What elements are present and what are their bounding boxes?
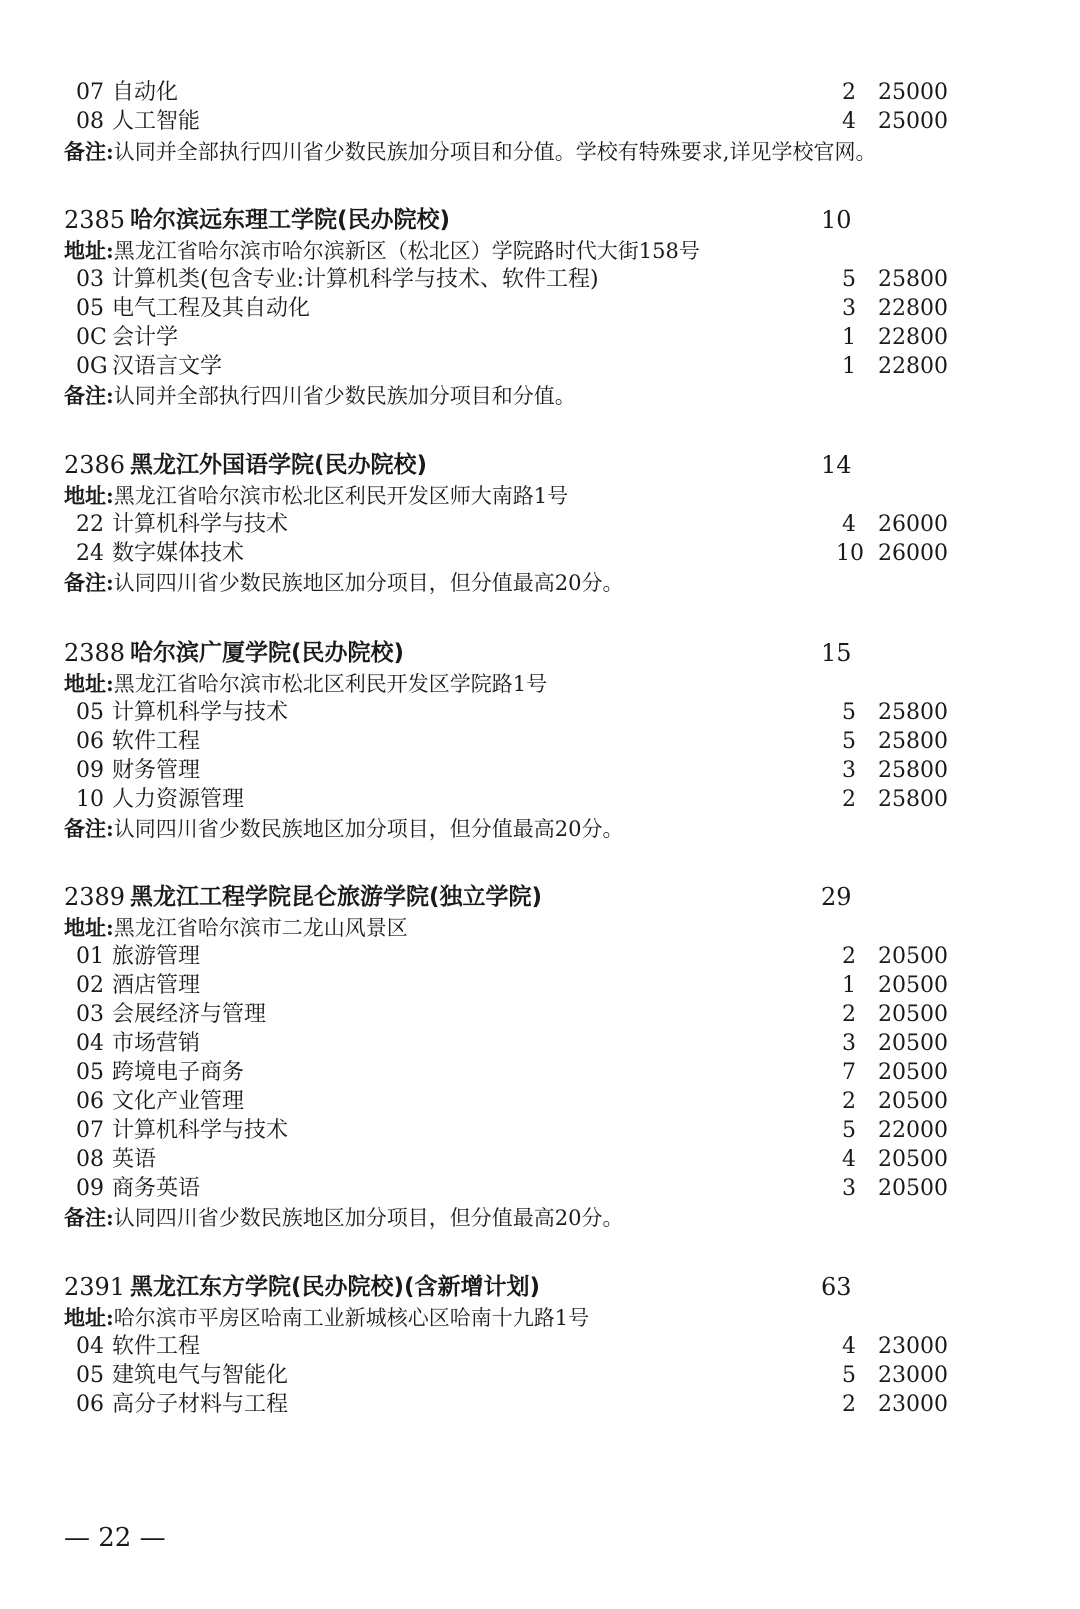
address-label: 地址: <box>64 915 114 940</box>
major-count: 2 <box>842 1002 856 1027</box>
school-total: 10 <box>821 206 852 234</box>
note-text: 认同四川省少数民族地区加分项目，但分值最高20分。 <box>113 571 624 595</box>
major-count: 4 <box>842 1147 856 1172</box>
school-name: 哈尔滨远东理工学院(民办院校) <box>130 207 451 233</box>
major-name: 建筑电气与智能化 <box>112 1363 289 1388</box>
major-code: 24 <box>76 541 104 566</box>
major-count: 5 <box>842 1363 856 1388</box>
address-text: 黑龙江省哈尔滨市松北区利民开发区师大南路1号 <box>113 484 569 508</box>
major-code: 0C <box>76 325 107 350</box>
school-total: 15 <box>821 639 852 667</box>
major-row <box>0 1174 1080 1204</box>
major-count: 2 <box>842 80 856 105</box>
major-name: 人力资源管理 <box>112 787 245 812</box>
major-fee: 23000 <box>878 1392 948 1417</box>
major-name: 数字媒体技术 <box>112 541 245 566</box>
major-name: 人工智能 <box>112 109 201 134</box>
major-row <box>0 1390 1080 1420</box>
major-code: 03 <box>76 267 104 292</box>
major-fee: 22800 <box>878 354 948 379</box>
major-row <box>0 785 1080 815</box>
major-count: 3 <box>842 1031 856 1056</box>
major-row <box>0 1058 1080 1088</box>
major-fee: 22000 <box>878 1118 948 1143</box>
note-label: 备注: <box>64 816 114 841</box>
major-count: 7 <box>842 1060 856 1085</box>
major-fee: 25800 <box>878 729 948 754</box>
major-fee: 22800 <box>878 296 948 321</box>
major-row <box>0 1332 1080 1362</box>
major-count: 1 <box>842 354 856 379</box>
major-fee: 25800 <box>878 758 948 783</box>
major-name: 自动化 <box>112 80 179 105</box>
school-address <box>64 913 408 943</box>
major-row <box>0 942 1080 972</box>
address-label: 地址: <box>64 671 114 696</box>
school-total: 29 <box>821 883 852 911</box>
school-name: 黑龙江工程学院昆仑旅游学院(独立学院) <box>130 884 543 910</box>
major-name: 高分子材料与工程 <box>112 1392 289 1417</box>
major-fee: 26000 <box>878 512 948 537</box>
school-name: 黑龙江东方学院(民办院校)(含新增计划) <box>130 1274 541 1300</box>
major-name: 计算机科学与技术 <box>112 1118 289 1143</box>
major-count: 1 <box>842 973 856 998</box>
major-row <box>0 1000 1080 1030</box>
school-address <box>64 236 700 266</box>
major-name: 财务管理 <box>112 758 201 783</box>
major-code: 05 <box>76 296 104 321</box>
major-fee: 25800 <box>878 700 948 725</box>
school-total: 63 <box>821 1273 852 1301</box>
note-label: 备注: <box>64 1205 114 1230</box>
address-label: 地址: <box>64 1305 114 1330</box>
major-code: 07 <box>76 80 104 105</box>
major-code: 06 <box>76 1089 104 1114</box>
school-name: 黑龙江外国语学院(民办院校) <box>130 452 428 478</box>
page-number: — 22 — <box>64 1523 166 1553</box>
major-code: 05 <box>76 700 104 725</box>
major-name: 文化产业管理 <box>112 1089 245 1114</box>
major-fee: 20500 <box>878 1031 948 1056</box>
major-fee: 20500 <box>878 1147 948 1172</box>
major-code: 02 <box>76 973 104 998</box>
major-fee: 22800 <box>878 325 948 350</box>
major-row <box>0 1145 1080 1175</box>
address-text: 哈尔滨市平房区哈南工业新城核心区哈南十九路1号 <box>113 1306 590 1330</box>
major-name: 计算机科学与技术 <box>112 700 289 725</box>
major-fee: 25800 <box>878 267 948 292</box>
major-name: 跨境电子商务 <box>112 1060 245 1085</box>
major-count: 2 <box>842 787 856 812</box>
major-name: 计算机科学与技术 <box>112 512 289 537</box>
major-count: 5 <box>842 700 856 725</box>
major-name: 软件工程 <box>112 1334 201 1359</box>
major-row <box>0 698 1080 728</box>
major-fee: 20500 <box>878 1089 948 1114</box>
school-name: 哈尔滨广厦学院(民办院校) <box>130 640 405 666</box>
school-note <box>64 814 624 844</box>
school-header <box>64 636 1064 670</box>
major-code: 0G <box>76 354 108 379</box>
school-header <box>64 448 1064 482</box>
major-name: 酒店管理 <box>112 973 201 998</box>
note-label: 备注: <box>64 139 114 164</box>
major-fee: 23000 <box>878 1363 948 1388</box>
major-code: 22 <box>76 512 104 537</box>
major-code: 05 <box>76 1060 104 1085</box>
major-code: 06 <box>76 1392 104 1417</box>
school-header <box>64 880 1064 914</box>
major-row <box>0 265 1080 295</box>
school-id: 2388 <box>64 639 126 667</box>
major-name: 会展经济与管理 <box>112 1002 267 1027</box>
major-count: 2 <box>842 1392 856 1417</box>
major-name: 旅游管理 <box>112 944 201 969</box>
major-name: 会计学 <box>112 325 179 350</box>
major-count: 5 <box>842 267 856 292</box>
major-name: 英语 <box>112 1147 157 1172</box>
major-count: 3 <box>842 296 856 321</box>
note-text: 认同四川省少数民族地区加分项目，但分值最高20分。 <box>113 1206 624 1230</box>
major-fee: 23000 <box>878 1334 948 1359</box>
major-fee: 25000 <box>878 80 948 105</box>
major-code: 01 <box>76 944 104 969</box>
major-name: 市场营销 <box>112 1031 201 1056</box>
major-row <box>0 107 1080 137</box>
major-name: 软件工程 <box>112 729 201 754</box>
note-label: 备注: <box>64 570 114 595</box>
major-count: 4 <box>842 512 856 537</box>
major-count: 2 <box>842 944 856 969</box>
major-row <box>0 1361 1080 1391</box>
major-fee: 26000 <box>878 541 948 566</box>
address-text: 黑龙江省哈尔滨市二龙山风景区 <box>113 916 408 940</box>
major-code: 04 <box>76 1334 104 1359</box>
school-id: 2385 <box>64 206 126 234</box>
address-text: 黑龙江省哈尔滨市松北区利民开发区学院路1号 <box>113 672 548 696</box>
school-address <box>64 1303 589 1333</box>
major-fee: 25000 <box>878 109 948 134</box>
major-fee: 20500 <box>878 1060 948 1085</box>
note-text: 认同并全部执行四川省少数民族加分项目和分值。学校有特殊要求,详见学校官网。 <box>113 140 877 164</box>
major-code: 08 <box>76 1147 104 1172</box>
school-header <box>64 1270 1064 1304</box>
major-row <box>0 1116 1080 1146</box>
major-row <box>0 1087 1080 1117</box>
major-count: 4 <box>842 109 856 134</box>
school-note <box>64 137 876 167</box>
school-address <box>64 481 568 511</box>
major-name: 计算机类(包含专业:计算机科学与技术、软件工程) <box>112 267 599 292</box>
school-id: 2391 <box>64 1273 126 1301</box>
major-count: 2 <box>842 1089 856 1114</box>
major-row <box>0 539 1080 569</box>
major-row <box>0 727 1080 757</box>
note-text: 认同四川省少数民族地区加分项目，但分值最高20分。 <box>113 817 624 841</box>
major-row <box>0 756 1080 786</box>
major-row <box>0 323 1080 353</box>
major-code: 03 <box>76 1002 104 1027</box>
major-count: 10 <box>836 541 864 566</box>
school-note <box>64 381 576 411</box>
major-code: 08 <box>76 109 104 134</box>
note-label: 备注: <box>64 383 114 408</box>
school-note <box>64 1203 624 1233</box>
address-label: 地址: <box>64 483 114 508</box>
major-row <box>0 510 1080 540</box>
major-fee: 25800 <box>878 787 948 812</box>
school-total: 14 <box>821 451 852 479</box>
major-fee: 20500 <box>878 944 948 969</box>
major-row <box>0 1029 1080 1059</box>
major-fee: 20500 <box>878 973 948 998</box>
major-name: 电气工程及其自动化 <box>112 296 311 321</box>
major-row <box>0 971 1080 1001</box>
major-name: 汉语言文学 <box>112 354 223 379</box>
major-count: 1 <box>842 325 856 350</box>
major-code: 04 <box>76 1031 104 1056</box>
major-code: 05 <box>76 1363 104 1388</box>
major-count: 3 <box>842 1176 856 1201</box>
major-fee: 20500 <box>878 1176 948 1201</box>
address-text: 黑龙江省哈尔滨市哈尔滨新区（松北区）学院路时代大街158号 <box>113 239 700 263</box>
school-address <box>64 669 547 699</box>
major-count: 5 <box>842 729 856 754</box>
school-header <box>64 203 1064 237</box>
address-label: 地址: <box>64 238 114 263</box>
school-id: 2386 <box>64 451 126 479</box>
major-row <box>0 294 1080 324</box>
major-row <box>0 78 1080 108</box>
major-name: 商务英语 <box>112 1176 201 1201</box>
major-code: 07 <box>76 1118 104 1143</box>
major-fee: 20500 <box>878 1002 948 1027</box>
major-code: 09 <box>76 758 104 783</box>
major-count: 3 <box>842 758 856 783</box>
major-count: 5 <box>842 1118 856 1143</box>
major-code: 10 <box>76 787 104 812</box>
major-code: 06 <box>76 729 104 754</box>
school-id: 2389 <box>64 883 126 911</box>
note-text: 认同并全部执行四川省少数民族加分项目和分值。 <box>113 384 576 408</box>
major-code: 09 <box>76 1176 104 1201</box>
major-count: 4 <box>842 1334 856 1359</box>
school-note <box>64 568 624 598</box>
major-row <box>0 352 1080 382</box>
